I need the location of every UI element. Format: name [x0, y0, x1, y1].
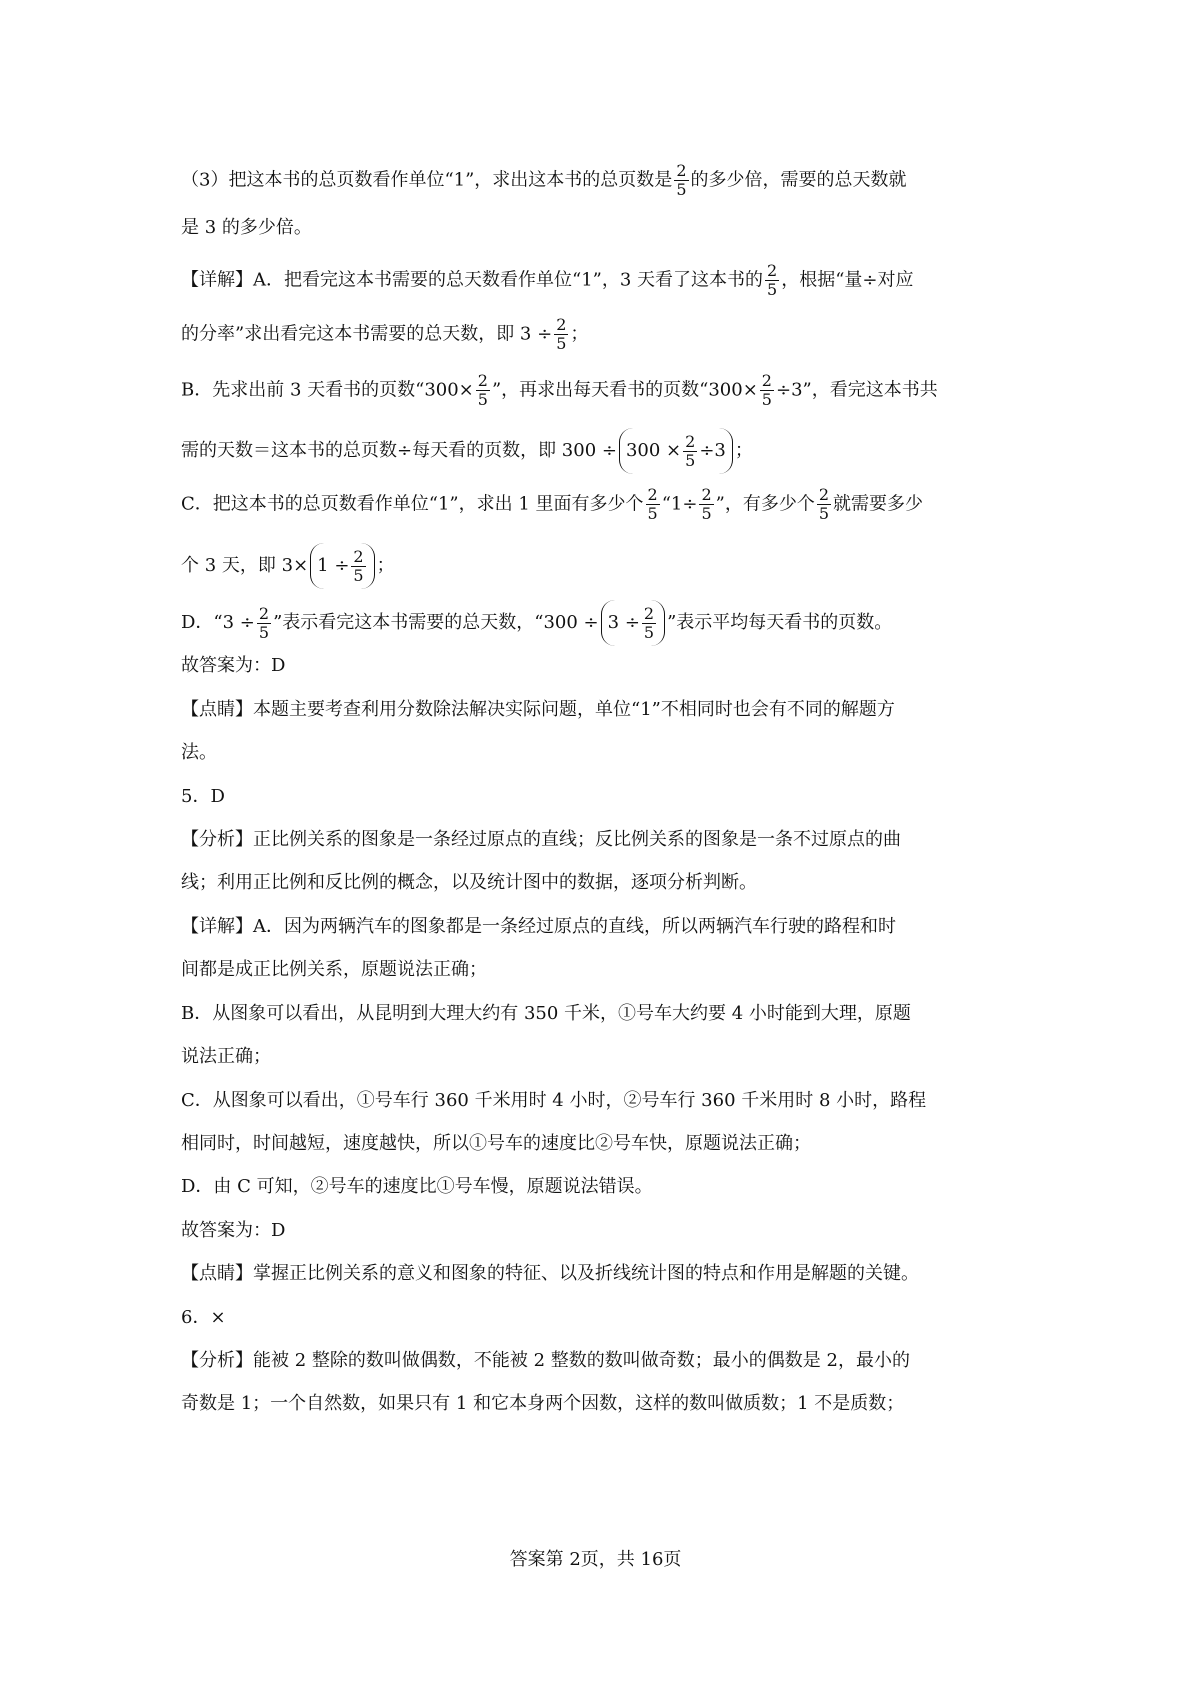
text-line: 奇数是 1；一个自然数，如果只有 1 和它本身两个因数，这样的数叫做质数；1 不是质数；: [181, 1393, 905, 1414]
text-line: 说法正确；: [181, 1046, 271, 1067]
text-line: 相同时，时间越短，速度越快，所以①号车的速度比②号车快，原题说法正确；: [181, 1133, 811, 1154]
fraction: $\frac{2}{5}$: [258, 603, 270, 642]
text-line: 需的天数＝这本书的总页数÷每天看的页数，即 300 ÷ 300 × $\frac{2}{5}$ ÷3 ；: [181, 428, 753, 474]
question-number: 5．D: [181, 786, 225, 807]
text-line: 【点睛】本题主要考查利用分数除法解决实际问题，单位“1”不相同时也会有不同的解题方: [181, 699, 895, 720]
text-line: 故答案为：D: [181, 655, 286, 676]
text-line: B．从图象可以看出，从昆明到大理大约有 350 千米，①号车大约要 4 小时能到大理，原题: [181, 1003, 911, 1024]
text-line: 法。: [181, 742, 217, 763]
text-line: 【详解】A．把看完这本书需要的总天数看作单位“1”，3 天看了这本书的 $\frac{2}{5}$ ，根据“量÷对应: [181, 261, 914, 299]
parenthesized-expression: 3 ÷ $\frac{2}{5}$: [601, 600, 665, 646]
text-line: 线；利用正比例和反比例的概念，以及统计图中的数据，逐项分析判断。: [181, 872, 757, 893]
fraction: $\frac{2}{5}$: [647, 485, 658, 523]
text-line: 【分析】能被 2 整除的数叫做偶数，不能被 2 整数的数叫做奇数；最小的偶数是 2，最小的: [181, 1350, 910, 1371]
text-line: C．把这本书的总页数看作单位“1”，求出 1 里面有多少个 $\frac{2}{5}$ “1÷ $\frac{2}{5}$ ”，有多少个 $\frac{2}{5}$ 就需要多少: [181, 485, 924, 523]
text-line: 故答案为：D: [181, 1220, 286, 1241]
question-number: 6．×: [181, 1307, 226, 1328]
fraction: $\frac{2}{5}$: [761, 371, 772, 409]
fraction: $\frac{2}{5}$: [556, 315, 567, 353]
parenthesized-expression: 300 × $\frac{2}{5}$ ÷3: [619, 428, 733, 474]
text-line: 是 3 的多少倍。: [181, 217, 312, 238]
fraction: $\frac{2}{5}$: [477, 371, 488, 409]
text-line: D．“3 ÷ $\frac{2}{5}$ ”表示看完这本书需要的总天数，“300 ÷ 3 ÷ $\frac{2}{5}$ ”表示平均每天看书的页数。: [181, 600, 892, 646]
text-line: 的分率”求出看完这本书需要的总天数，即 3 ÷ $\frac{2}{5}$ ；: [181, 315, 589, 353]
fraction: $\frac{2}{5}$: [701, 485, 712, 523]
text-line: 【详解】A．因为两辆汽车的图象都是一条经过原点的直线，所以两辆汽车行驶的路程和时: [181, 916, 896, 937]
fraction: $\frac{2}{5}$: [818, 485, 830, 523]
fraction: $\frac{2}{5}$: [643, 603, 655, 642]
page-footer: 答案第 2页，共 16页: [509, 1549, 682, 1570]
fraction: $\frac{2}{5}$: [353, 546, 364, 585]
text-line: 个 3 天，即 3× 1 ÷ $\frac{2}{5}$ ；: [181, 543, 395, 589]
text-line: D．由 C 可知，②号车的速度比①号车慢，原题说法错误。: [181, 1176, 653, 1197]
text-line: 间都是成正比例关系，原题说法正确；: [181, 959, 487, 980]
fraction: $\frac{2}{5}$: [685, 431, 696, 470]
text-line: （3）把这本书的总页数看作单位“1”，求出这本书的总页数是 $\frac{2}{5}$ 的多少倍，需要的总天数就: [181, 161, 907, 199]
text-line: C．从图象可以看出，①号车行 360 千米用时 4 小时，②号车行 360 千米用时 8 小时，路程: [181, 1090, 927, 1111]
text-line: B．先求出前 3 天看书的页数“300× $\frac{2}{5}$ ”，再求出每天看书的页数“300× $\frac{2}{5}$ ÷3”，看完这本书共: [181, 371, 938, 409]
fraction: $\frac{2}{5}$: [767, 261, 778, 299]
text-line: 【分析】正比例关系的图象是一条经过原点的直线；反比例关系的图象是一条不过原点的曲: [181, 829, 901, 850]
fraction: $\frac{2}{5}$: [676, 161, 687, 199]
parenthesized-expression: 1 ÷ $\frac{2}{5}$: [310, 543, 374, 589]
text-line: 【点睛】掌握正比例关系的意义和图象的特征、以及折线统计图的特点和作用是解题的关键。: [181, 1263, 919, 1284]
